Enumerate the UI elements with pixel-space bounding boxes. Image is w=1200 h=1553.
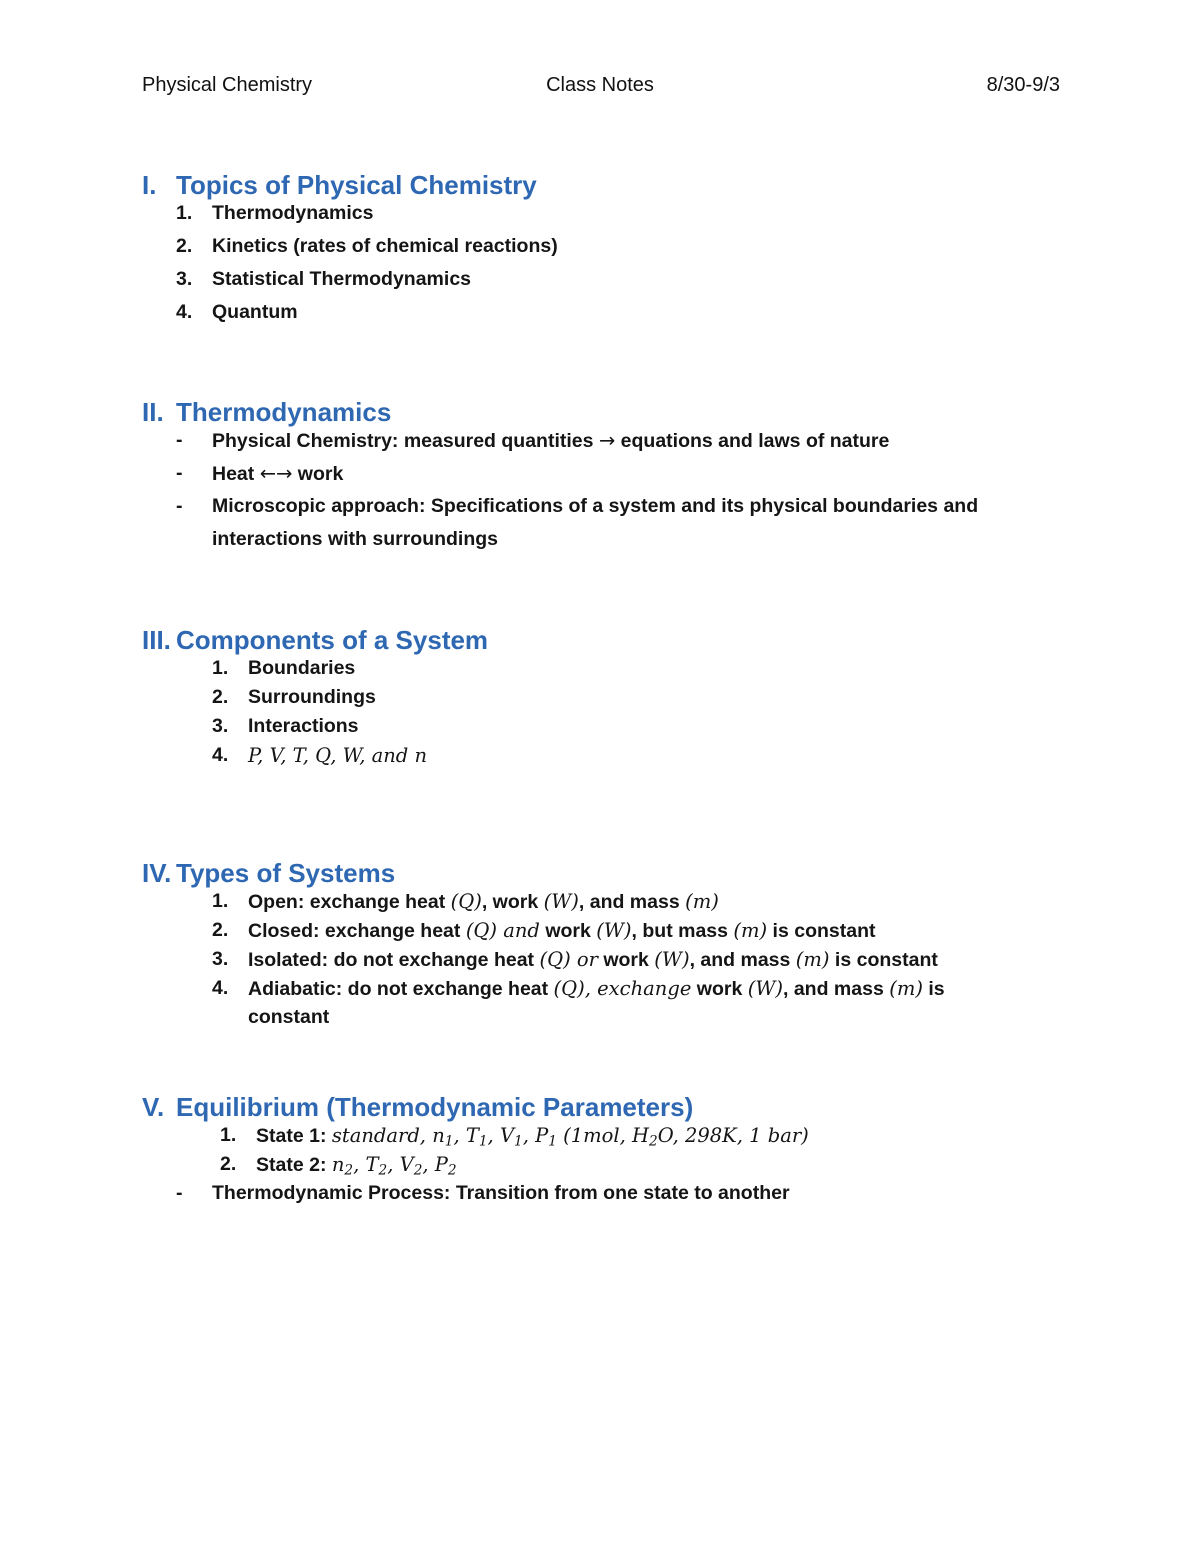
section-thermodynamics [142,395,1042,561]
list-item: 3. Interactions [212,715,359,737]
section-title: IV. Types of Systems [142,858,396,888]
list-item: - Physical Chemistry: measured quantities → equations and laws of nature [176,429,890,452]
section-topics [142,168,1042,334]
list-item: - Microscopic approach: Specifications of a system and its physical boundaries and [176,495,979,517]
list-item-continuation: constant [248,1006,330,1028]
list-item: 3. Isolated: do not exchange heat (Q) or work (W), and mass (m) is constant [212,948,938,971]
section-title: I. Topics of Physical Chemistry [142,170,537,200]
section-title: II. Thermodynamics [142,397,392,427]
list-item-continuation: interactions with surroundings [212,528,499,550]
list-item: 1. Open: exchange heat (Q), work (W), and mass (m) [212,890,719,913]
list-item: 1. State 1: standard, $n_1$, $T_1$, $V_1$, $P_1$ (1mol, $H_2O$, 298K, 1 bar) [220,1124,809,1150]
list-item: - Thermodynamic Process: Transition from one state to another [176,1182,790,1204]
list-item: 3. Statistical Thermodynamics [176,268,472,290]
process-list [176,1182,1042,1211]
header-dates: 8/30-9/3 [986,74,1060,96]
thermo-list [176,429,1042,561]
types-list [212,890,1042,1035]
topics-list [176,202,1042,334]
list-item: - Heat ←→ work [176,462,344,485]
list-item: 1. Thermodynamics [176,202,374,224]
header-doc-type: Class Notes [546,74,654,96]
list-item: 4. Quantum [176,301,298,323]
list-item: 2. State 2: $n_2$, $T_2$, $V_2$, $P_2$ [220,1153,457,1179]
double-arrow-icon: ←→ [259,462,293,485]
header-course: Physical Chemistry [142,74,313,96]
section-types [142,856,1042,1035]
components-list [212,657,1042,773]
section-equilibrium [142,1090,1042,1211]
list-item: 2. Closed: exchange heat (Q) and work (W), but mass (m) is constant [212,919,876,942]
list-item: 1. Boundaries [212,657,356,679]
section-title: III. Components of a System [142,625,489,655]
section-components [142,623,1042,773]
state-1-math: standard, $n_1$, $T_1$, $V_1$, $P_1$ (1mol, $H_2O$, 298K, 1 bar) [331,1124,809,1150]
state-2-math: $n_2$, $T_2$, $V_2$, $P_2$ [331,1153,457,1179]
list-item: 2. Kinetics (rates of chemical reactions) [176,235,558,257]
section-title: V. Equilibrium (Thermodynamic Parameters) [142,1092,694,1122]
list-item: 4. P, V, T, Q, W, and n [212,744,428,767]
equilibrium-list [220,1124,1042,1182]
right-arrow-icon: → [598,429,616,452]
list-item: 4. Adiabatic: do not exchange heat (Q), exchange work (W), and mass (m) is [212,977,945,1000]
list-item: 2. Surroundings [212,686,376,708]
